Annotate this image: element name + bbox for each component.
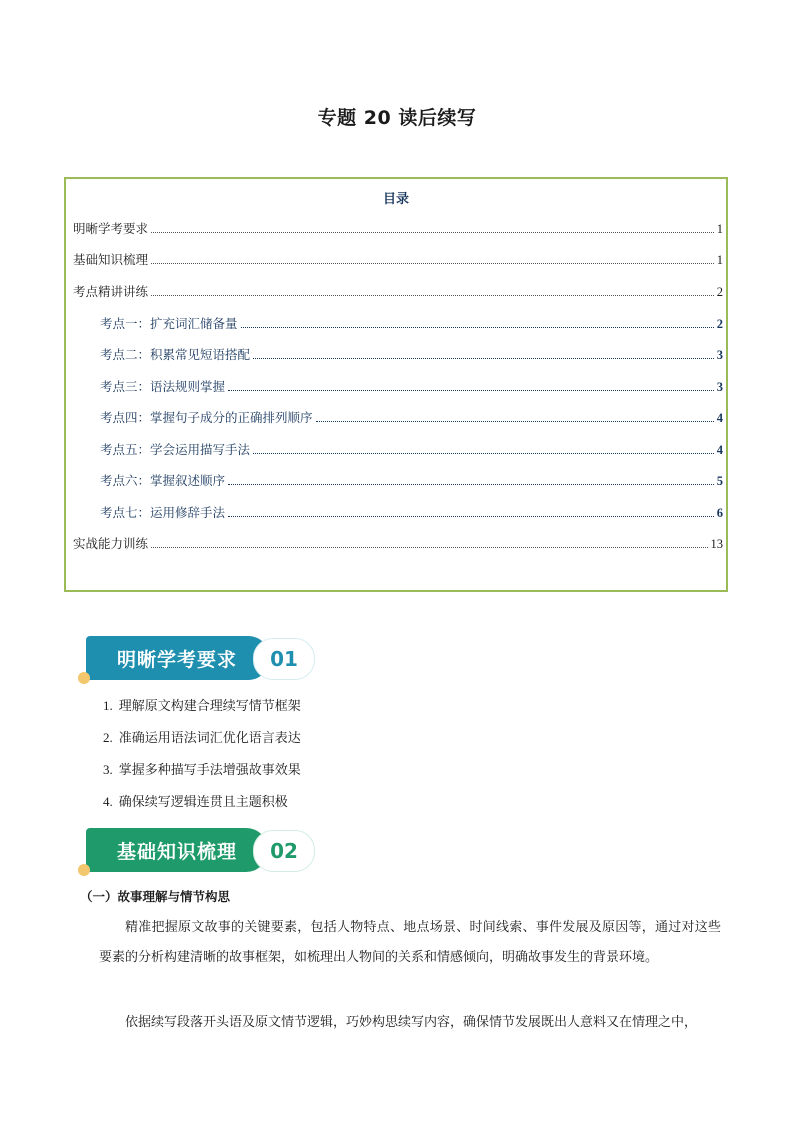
toc-entry-page: 2 xyxy=(716,285,723,299)
toc-entry[interactable] xyxy=(100,471,723,489)
list-item: 2. 准确运用语法词汇优化语言表达 xyxy=(103,730,301,746)
list-item: 3. 掌握多种描写手法增强故事效果 xyxy=(103,762,301,778)
toc-entry-page: 6 xyxy=(716,506,723,520)
toc-entry-page: 1 xyxy=(716,253,723,267)
toc-entry-page: 4 xyxy=(716,443,723,457)
section-banner-number: 01 xyxy=(253,638,315,680)
toc-entry[interactable] xyxy=(100,503,723,521)
subsection-heading: （一）故事理解与情节构思 xyxy=(80,889,231,904)
toc-entry[interactable] xyxy=(100,345,723,363)
banner-dot-icon xyxy=(78,672,90,684)
toc-entry-page: 3 xyxy=(716,348,723,362)
toc-entry-label: 考点六：掌握叙述顺序 xyxy=(100,473,226,488)
toc-entry-label: 考点一：扩充词汇储备量 xyxy=(100,316,238,331)
section-banner-requirements xyxy=(78,636,318,684)
toc-entry[interactable] xyxy=(73,219,723,237)
body-paragraph: 精准把握原文故事的关键要素，包括人物特点、地点场景、时间线索、事件发展及原因等，通过对这些要素的分析构建清晰的故事框架，如梳理出人物间的关系和情感倾向，明确故事发生的背景环境。 xyxy=(99,920,721,965)
section-banner-title: 明晰学考要求 xyxy=(86,636,268,680)
toc-entry[interactable] xyxy=(73,282,723,300)
table-of-contents xyxy=(64,177,728,592)
toc-entry-label: 基础知识梳理 xyxy=(73,252,149,267)
body-paragraph: 依据续写段落开头语及原文情节逻辑，巧妙构思续写内容，确保情节发展既出人意料又在情理之中， xyxy=(125,1015,698,1030)
page-title: 专题 20 读后续写 xyxy=(317,107,477,129)
toc-entry[interactable] xyxy=(100,377,723,395)
toc-entry-label: 考点四：掌握句子成分的正确排列顺序 xyxy=(100,410,313,425)
section-banner-title: 基础知识梳理 xyxy=(86,828,268,872)
toc-entry-label: 实战能力训练 xyxy=(73,536,149,551)
banner-dot-icon xyxy=(78,864,90,876)
toc-entry-label: 考点二：积累常见短语搭配 xyxy=(100,347,251,362)
toc-entry-page: 13 xyxy=(710,537,723,551)
toc-entry-label: 考点精讲讲练 xyxy=(73,284,149,299)
section-banner-basics xyxy=(78,828,318,876)
toc-entry-page: 2 xyxy=(716,317,723,331)
toc-entry-page: 4 xyxy=(716,411,723,425)
toc-entry[interactable] xyxy=(100,314,723,332)
toc-heading: 目录 xyxy=(382,192,409,207)
list-item: 1. 理解原文构建合理续写情节框架 xyxy=(103,698,301,714)
toc-entry-label: 考点五：学会运用描写手法 xyxy=(100,442,251,457)
toc-entry-page: 3 xyxy=(716,380,723,394)
toc-entry[interactable] xyxy=(73,250,723,268)
toc-entry[interactable] xyxy=(100,440,723,458)
toc-entry[interactable] xyxy=(73,534,723,552)
requirements-list xyxy=(103,696,301,824)
toc-entry-page: 5 xyxy=(716,474,723,488)
section-banner-number: 02 xyxy=(253,830,315,872)
toc-entry-page: 1 xyxy=(716,222,723,236)
toc-entry[interactable] xyxy=(100,408,723,426)
toc-entry-label: 明晰学考要求 xyxy=(73,221,149,236)
toc-entry-label: 考点七：运用修辞手法 xyxy=(100,505,226,520)
toc-entry-label: 考点三：语法规则掌握 xyxy=(100,379,226,394)
list-item: 4. 确保续写逻辑连贯且主题积极 xyxy=(103,794,288,810)
